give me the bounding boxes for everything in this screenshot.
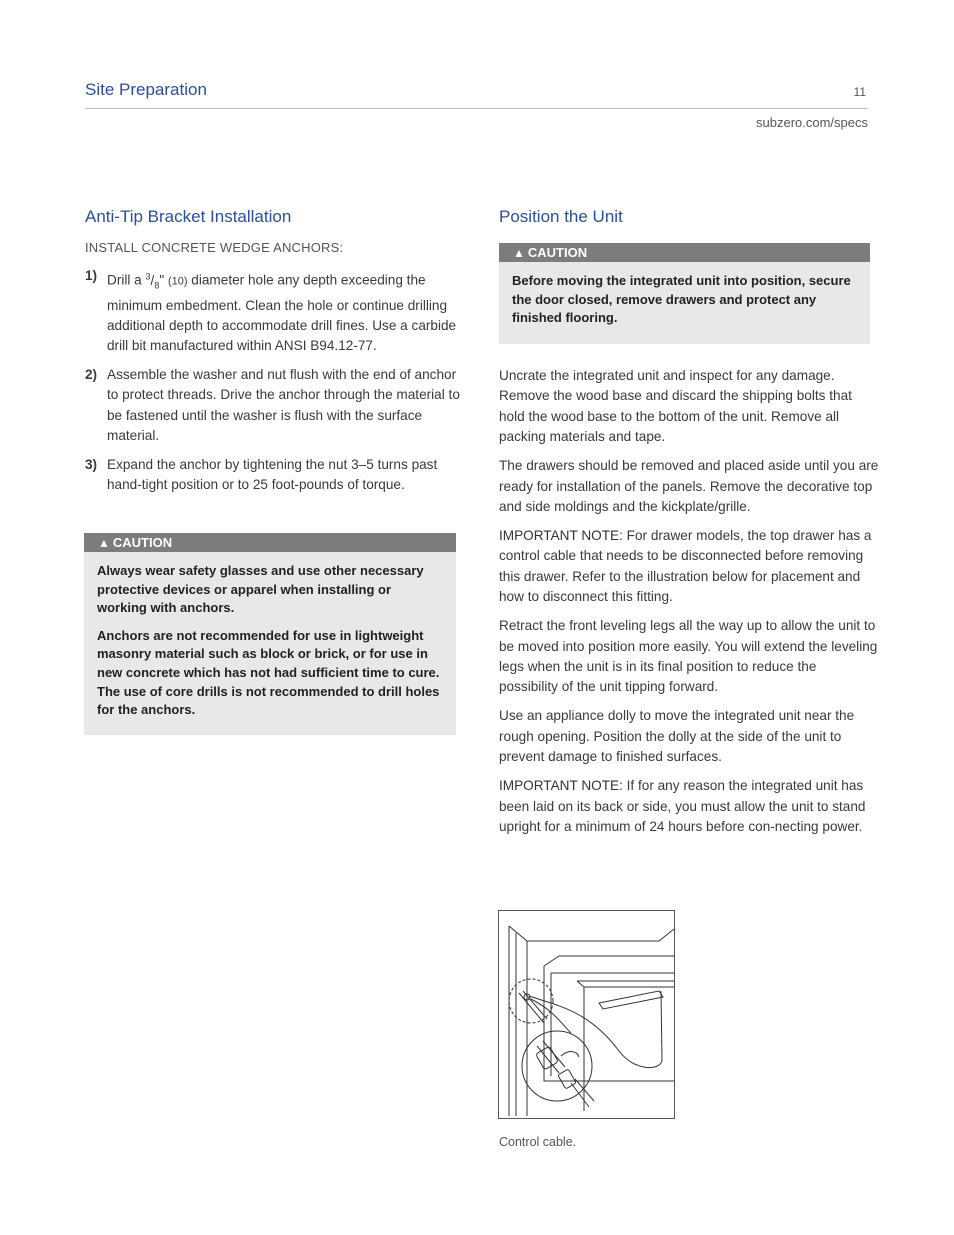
body-paragraph (499, 456, 879, 517)
page-number: 11 (853, 85, 866, 99)
body-paragraph (499, 366, 879, 448)
step-1 (85, 266, 465, 357)
paragraph-text: Uncrate the integrated unit and inspect for any damage. Remove the wood base and discard the shipping bolts that hold the wood base to the bottom of the unit. Remove all packing materials and tape. (499, 368, 852, 445)
step-3 (85, 455, 465, 496)
body-paragraph (499, 526, 879, 608)
caution-body (84, 552, 456, 720)
caution-paragraph: Before moving the integrated unit into position, secure the door closed, remove drawers and protect any finished flooring. (512, 273, 851, 326)
anti-tip-heading: Anti-Tip Bracket Installation (85, 207, 292, 226)
paragraph-lead: IMPORTANT NOTE: (499, 528, 623, 544)
step-text: Assemble the washer and nut flush with the end of anchor to protect threads. Drive the anchor through the material to be fastened until the washer is flush with the surface material. (107, 366, 460, 444)
caution-paragraph: Anchors are not recommended for use in lightweight masonry material such as block or brick, or for use in new concrete which has not had sufficient time to cure. The use of core drills is not recommended to drill holes for the anchors. (97, 627, 440, 718)
control-cable-illustration (498, 910, 675, 1119)
caution-bar (84, 533, 456, 552)
paragraph-text: For drawer models, the top drawer has a control cable that needs to be disconnected before removing this drawer. Refer to the illustration below for placement and how to disconnect this fitting. (499, 528, 872, 605)
header-divider (85, 108, 868, 109)
figure-caption: Control cable. (499, 1135, 577, 1149)
drawer-cable-drawing (499, 911, 674, 1118)
paragraph-text: Use an appliance dolly to move the integrated unit near the rough opening. Position the dolly at the side of the unit to prevent damage to finished surfaces. (499, 708, 855, 765)
anchors-subhead: INSTALL CONCRETE WEDGE ANCHORS: (85, 240, 344, 255)
install-steps-list (85, 266, 465, 503)
warning-triangle-icon: ▲ (513, 246, 525, 260)
paragraph-lead: IMPORTANT NOTE: (499, 778, 623, 794)
site-url: subzero.com/specs (756, 115, 868, 130)
step-number: 1) (85, 268, 98, 283)
caution-label: CAUTION (527, 245, 588, 260)
body-paragraph (499, 776, 879, 837)
caution-paragraph: Always wear safety glasses and use other necessary protective devices or apparel when installing or working with anchors. (97, 563, 424, 616)
step-number: 2) (85, 366, 98, 382)
position-unit-body (499, 366, 879, 846)
paragraph-text: Retract the front leveling legs all the way up to allow the unit to be moved into position more easily. You will extend the leveling legs when the unit is in its final position to reduce the possibility of the unit tipping forward. (499, 618, 878, 695)
caution-body (499, 262, 870, 328)
caution-label: CAUTION (112, 535, 173, 550)
moving-caution-box (499, 243, 870, 344)
paragraph-text: If for any reason the integrated unit has been laid on its back or side, you must allow the unit to stand upright for a minimum of 24 hours before con-necting power. (499, 778, 866, 835)
position-unit-heading: Position the Unit (499, 207, 623, 226)
caution-bar (499, 243, 870, 262)
step-text-pre: Drill a (107, 272, 146, 288)
step-number: 3) (85, 456, 98, 472)
warning-triangle-icon: ▲ (98, 536, 110, 550)
body-paragraph (499, 706, 879, 767)
step-2 (85, 365, 465, 447)
paragraph-text: The drawers should be removed and placed aside until you are ready for installation of the panels. Remove the decorative top and side moldings and the kickplate/grille. (499, 458, 879, 515)
body-paragraph (499, 616, 879, 698)
step-text: Expand the anchor by tightening the nut 3–5 turns past hand-tight position or to 25 foot-pounds of torque. (107, 456, 438, 492)
step-text-post: diameter hole any depth exceeding the minimum embedment. Clean the hole or continue drilling additional depth to accommodate drill fines. Use a carbide drill bit manufactured within ANSI B94.12-77. (107, 272, 457, 354)
fraction: $^3/_8$ (145, 271, 160, 291)
inch-mark: " (159, 272, 165, 288)
metric-value: (10) (167, 275, 188, 288)
anchor-caution-box (84, 533, 456, 735)
fraction-denominator: 8 (154, 280, 160, 291)
section-title: Site Preparation (85, 80, 207, 99)
fraction-numerator: 3 (145, 271, 151, 281)
